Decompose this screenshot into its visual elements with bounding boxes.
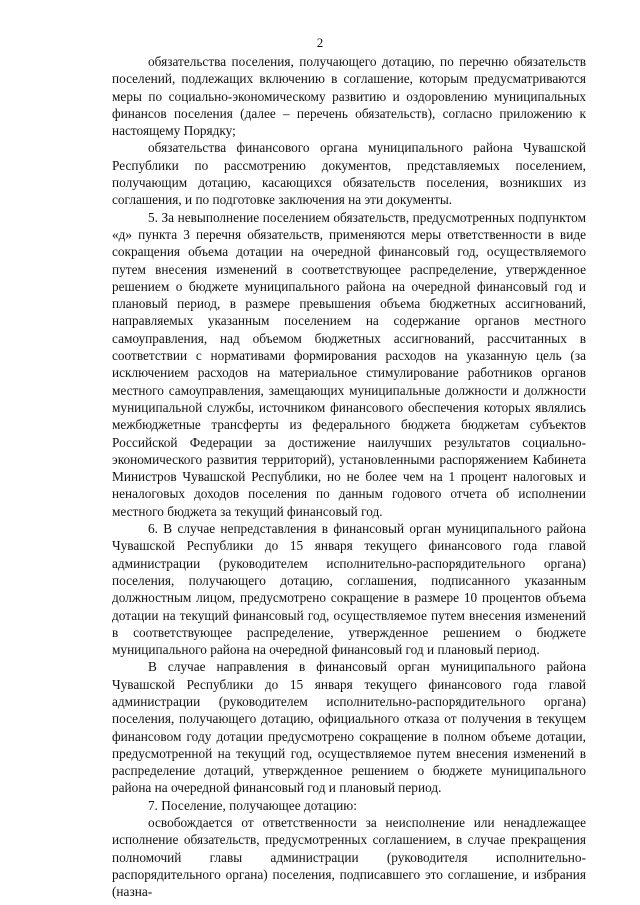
paragraph-item-7: 7. Поселение, получающее дотацию: (148, 797, 357, 813)
page-number: 2 (316, 35, 324, 50)
paragraph-obligations-settlement: обязательства поселения, получающего дотацию, по перечню обязательств поселений, подлежащих включению в соглашение, которым предусматриваются меры по социально-экономическому развитию и оздоровлению муниципальных финансов поселения (далее – перечень обязательств), согласно приложению к настоящему Порядку; (112, 54, 586, 139)
paragraph-item-5: 5. За невыполнение поселением обязательств, предусмотренных подпунктом «д» пункта 3 перечня обязательств, применяются меры ответственности в виде сокращения объема дотации на очередной финансовый год, осуществляемого путем внесения изменений в соответствующее распределение, утвержденное решением о бюджете муниципального района на очередной финансовый год и плановый период, в размере превышения объема бюджетных ассигнований, направляемых указанным поселением на содержание органов местного самоуправления, над объемом бюджетных ассигнований, рассчитанных в соответствии с нормативами формирования расходов на указанную цель (за исключением расходов на материальное стимулирование работников органов местного самоуправления, замещающих муниципальные должности и должности муниципальной службы, источником финансового обеспечения которых являлись межбюджетные трансферты из федерального бюджета бюджетам субъектов Российской Федерации за достижение наилучших результатов социально-экономического развития территорий), установленными распоряжением Кабинета Министров Чувашской Республики, но не более чем на 1 процент налоговых и неналоговых доходов поселения по данным годового отчета об исполнении местного бюджета за текущий финансовый год. (112, 209, 586, 519)
paragraph-refusal: В случае направления в финансовый орган муниципального района Чувашской Республики до 15 января текущего финансового года главой администрации (руководителем исполнительно-распорядительного органа) поселения, получающего дотацию, официального отказа от получения в текущем финансовом году дотации предусмотрено сокращение в полном объеме дотации, предусмотренной на текущий год, осуществляемое путем внесения изменений в распределение дотаций, утвержденное решением о бюджете муниципального района на очередной финансовый год и плановый период. (112, 659, 586, 796)
document-body (112, 53, 586, 901)
paragraph-exemption: освобождается от ответственности за неисполнение или ненадлежащее исполнение обязательств, предусмотренных соглашением, в случае прекращения полномочий главы администрации (руководителя исполнительно-распорядительного органа) поселения, подписавшего это соглашение, и избрания (назна- (112, 815, 586, 900)
paragraph-item-6: 6. В случае непредставления в финансовый орган муниципального района Чувашской Республики до 15 января текущего финансового года главой администрации (руководителем исполнительно-распорядительного органа) поселения, получающего дотацию, соглашения, подписанного указанным должностным лицом, предусмотрено сокращение в размере 10 процентов объема дотации на текущий финансовый год, осуществляемое путем внесения изменений в соответствующее распределение, утвержденное решением о бюджете муниципального района на очередной финансовый год и плановый период. (112, 521, 586, 658)
paragraph-obligations-financial-body: обязательства финансового органа муниципального района Чувашской Республики по рассмотрению документов, представляемых поселением, получающим дотацию, касающихся обязательств поселения, возникших из соглашения, и по подготовке заключения на эти документы. (112, 140, 586, 208)
